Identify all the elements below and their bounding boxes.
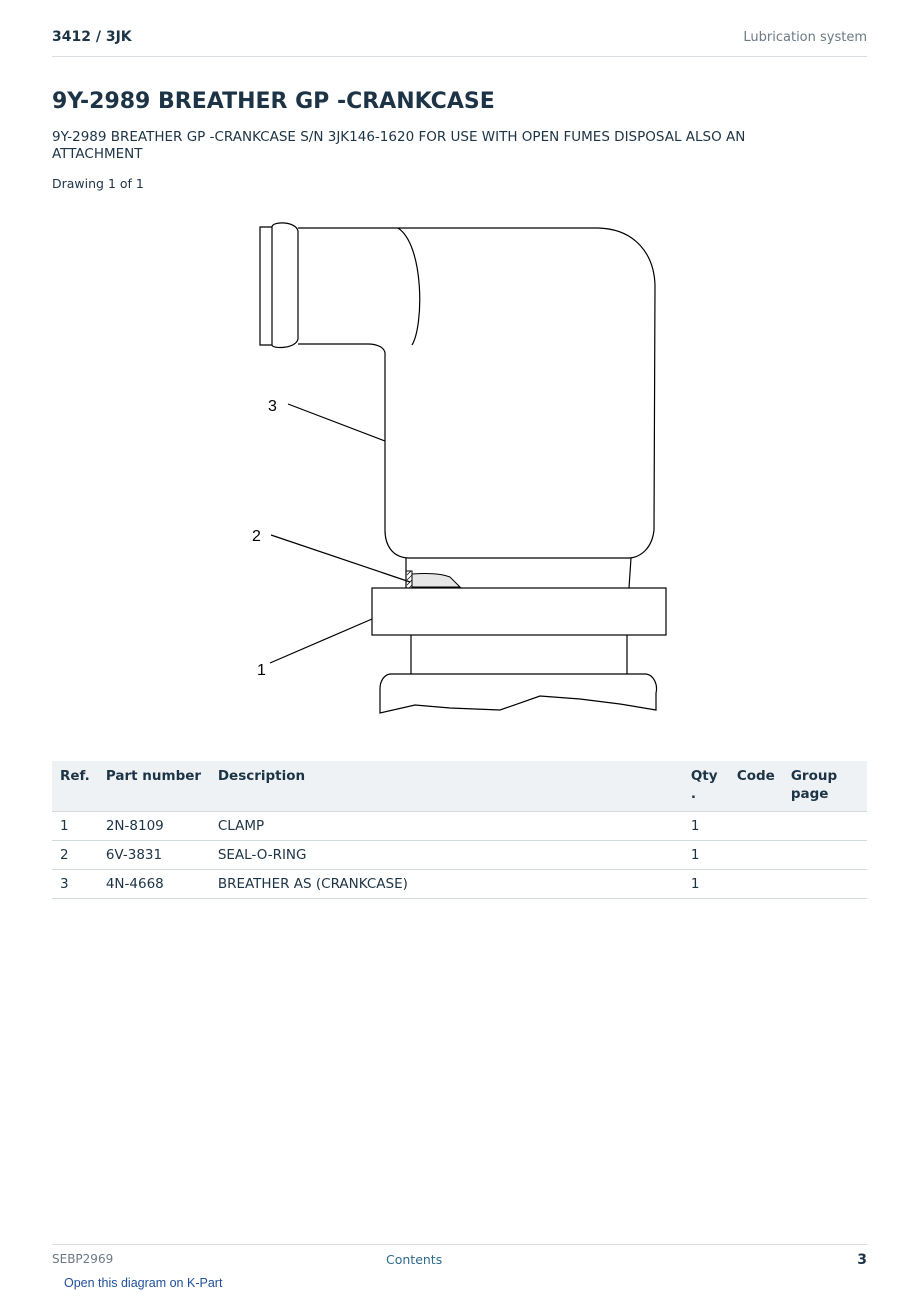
row-description: BREATHER AS (CRANKCASE) <box>210 870 683 899</box>
table-row <box>52 841 867 870</box>
contents-link[interactable]: Contents <box>386 1252 443 1267</box>
inlet-flange <box>260 227 272 345</box>
row-ref: 1 <box>52 812 98 841</box>
row-qty: 1 <box>683 870 729 899</box>
row-part-number: 4N-4668 <box>98 870 210 899</box>
row-part-number: 6V-3831 <box>98 841 210 870</box>
drawing-label: Drawing 1 of 1 <box>52 176 144 191</box>
row-code <box>729 812 783 841</box>
callout-3: 3 <box>268 398 277 415</box>
row-description: SEAL-O-RING <box>210 841 683 870</box>
open-kpart-link[interactable]: Open this diagram on K-Part <box>64 1276 223 1290</box>
table-header-row <box>52 761 867 812</box>
parts-table <box>52 761 867 899</box>
group-description: 9Y-2989 BREATHER GP -CRANKCASE S/N 3JK146-1620 FOR USE WITH OPEN FUMES DISPOSAL ALSO AN ATTACHMENT <box>52 129 746 162</box>
table-row <box>52 870 867 899</box>
page-number: 3 <box>857 1252 867 1268</box>
row-code <box>729 841 783 870</box>
row-ref: 2 <box>52 841 98 870</box>
col-ref: Ref. <box>52 761 98 812</box>
lower-housing <box>380 674 657 713</box>
row-group-page <box>783 841 867 870</box>
row-code <box>729 870 783 899</box>
model-label: 3412 / 3JK <box>52 29 132 45</box>
page-header <box>52 28 867 57</box>
col-group-page: Group page <box>783 761 867 812</box>
clamp <box>372 588 666 635</box>
row-group-page <box>783 870 867 899</box>
parts-diagram <box>240 215 680 725</box>
row-qty: 1 <box>683 812 729 841</box>
col-description: Description <box>210 761 683 812</box>
callout-2: 2 <box>252 528 261 545</box>
section-label: Lubrication system <box>743 30 867 45</box>
row-part-number: 2N-8109 <box>98 812 210 841</box>
row-description: CLAMP <box>210 812 683 841</box>
row-qty: 1 <box>683 841 729 870</box>
col-part-number: Part number <box>98 761 210 812</box>
col-qty: Qty . <box>683 761 729 812</box>
footer-divider <box>52 1244 867 1245</box>
elbow-seam <box>398 228 420 345</box>
document-id: SEBP2969 <box>52 1252 114 1266</box>
breather-body <box>298 228 655 558</box>
table-row <box>52 812 867 841</box>
col-code: Code <box>729 761 783 812</box>
row-group-page <box>783 812 867 841</box>
page-title: 9Y-2989 BREATHER GP -CRANKCASE <box>52 89 495 114</box>
inlet-collar <box>272 223 298 348</box>
row-ref: 3 <box>52 870 98 899</box>
lower-tube <box>411 635 627 674</box>
callout-1: 1 <box>257 662 266 679</box>
